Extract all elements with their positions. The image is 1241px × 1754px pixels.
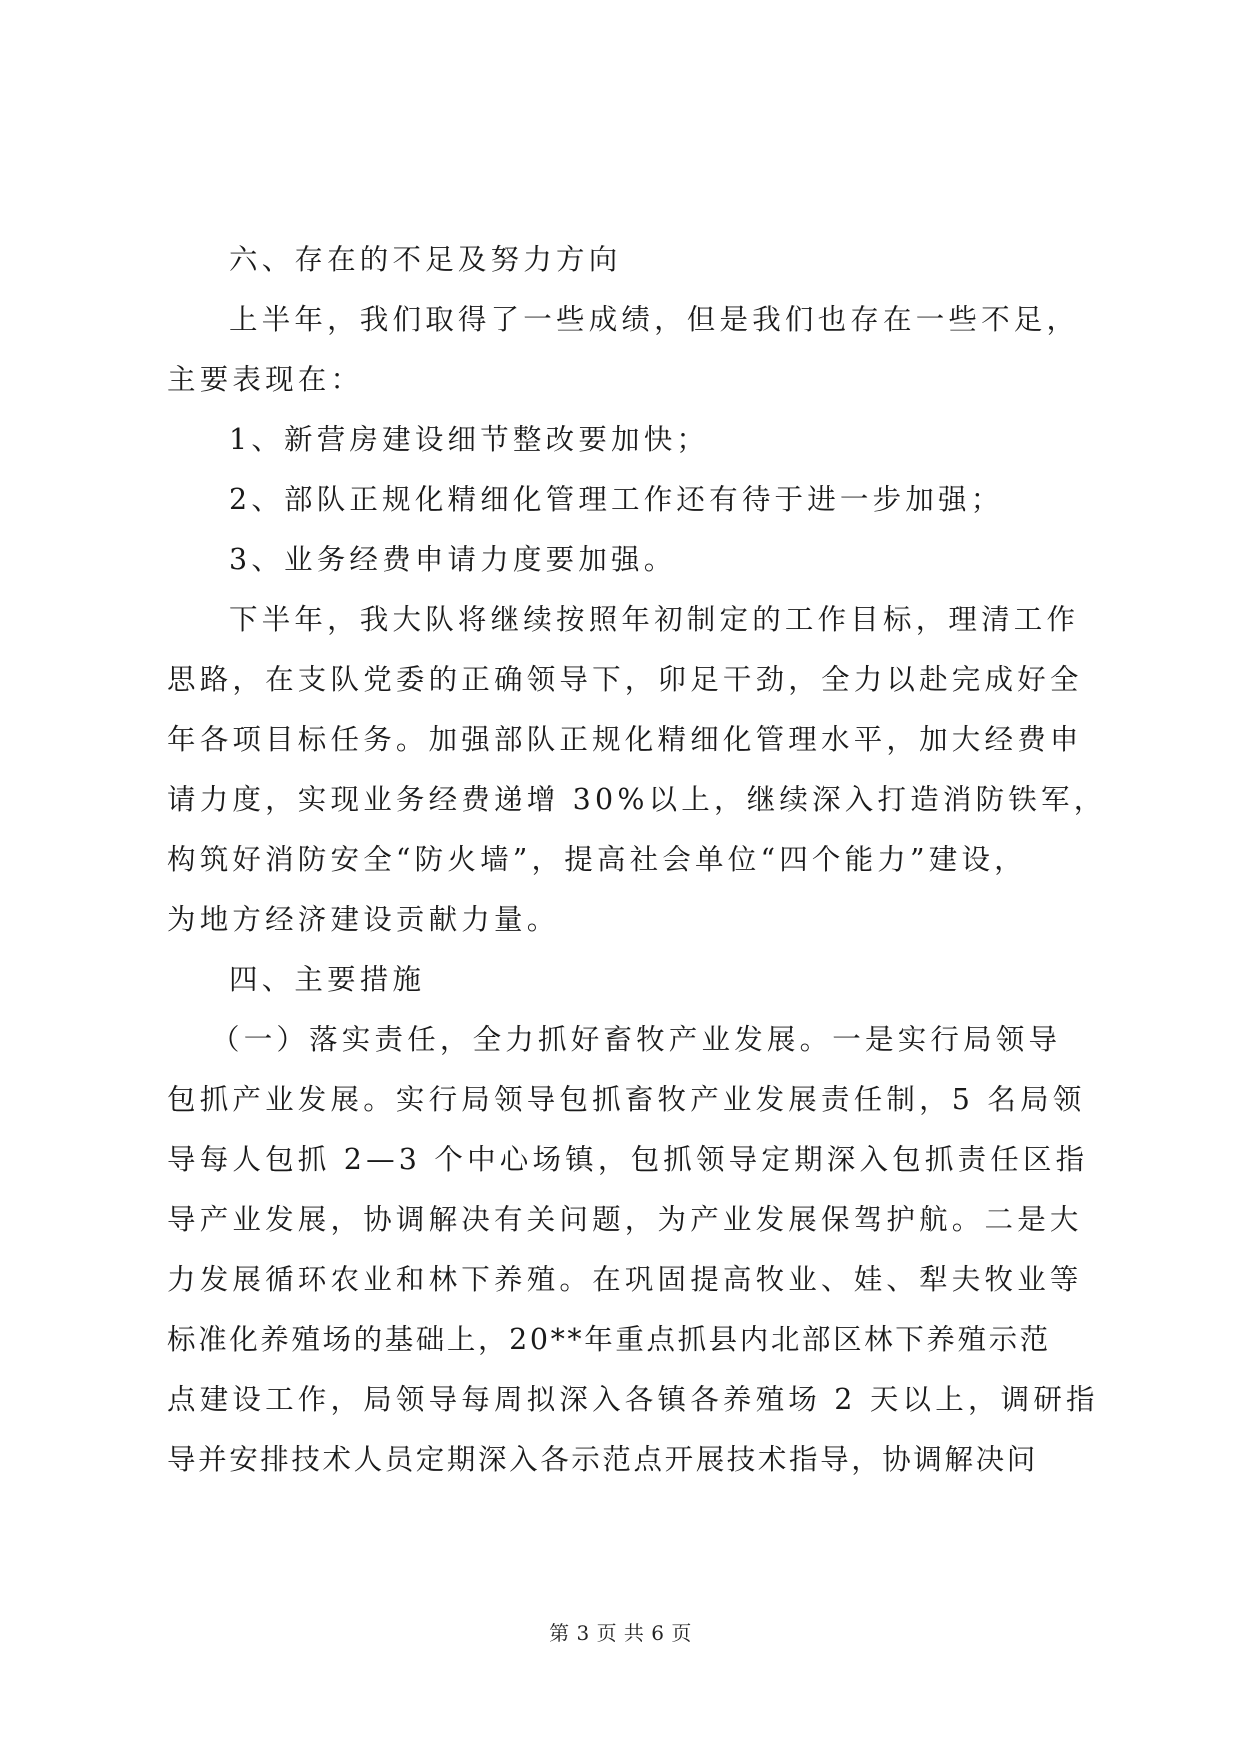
section-heading-shortcomings: 六、存在的不足及努力方向 xyxy=(229,243,622,276)
paragraph-line: 点建设工作，局领导每周拟深入各镇各养殖场 2 天以上，调研指 xyxy=(167,1383,1099,1416)
paragraph-line: 导每人包抓 2—3 个中心场镇，包抓领导定期深入包抓责任区指 xyxy=(167,1143,1089,1176)
section-heading-measures: 四、主要措施 xyxy=(229,963,426,996)
paragraph-line: 主要表现在： xyxy=(167,363,364,396)
paragraph-line: 导产业发展，协调解决有关问题，为产业发展保驾护航。二是大 xyxy=(167,1203,1083,1236)
paragraph-line: 年各项目标任务。加强部队正规化精细化管理水平，加大经费申 xyxy=(167,723,1083,756)
paragraph-line: （一）落实责任，全力抓好畜牧产业发展。一是实行局领导 xyxy=(211,1023,1062,1056)
paragraph-line: 上半年，我们取得了一些成绩，但是我们也存在一些不足， xyxy=(229,303,1080,336)
paragraph-line: 构筑好消防安全“防火墙”，提高社会单位“四个能力”建设， xyxy=(167,843,1027,876)
paragraph-line: 力发展循环农业和林下养殖。在巩固提高牧业、娃、犁夫牧业等 xyxy=(167,1263,1083,1296)
paragraph-line: 包抓产业发展。实行局领导包抓畜牧产业发展责任制，5 名局领 xyxy=(167,1083,1086,1116)
page-footer: 第 3 页 共 6 页 xyxy=(549,1621,692,1645)
list-item: 1、新营房建设细节整改要加快； xyxy=(229,423,710,456)
list-item: 3、业务经费申请力度要加强。 xyxy=(229,543,677,576)
paragraph-line: 为地方经济建设贡献力量。 xyxy=(167,903,560,936)
paragraph-line: 思路，在支队党委的正确领导下，卯足干劲，全力以赴完成好全 xyxy=(167,663,1083,696)
paragraph-line: 导并安排技术人员定期深入各示范点开展技术指导，协调解决问 xyxy=(167,1443,1038,1476)
document-body xyxy=(167,230,1107,1490)
paragraph-line: 下半年，我大队将继续按照年初制定的工作目标，理清工作 xyxy=(229,603,1080,636)
list-item: 2、部队正规化精细化管理工作还有待于进一步加强； xyxy=(229,483,1004,516)
paragraph-line: 标准化养殖场的基础上，20**年重点抓县内北部区林下养殖示范 xyxy=(167,1323,1051,1356)
paragraph-line: 请力度，实现业务经费递增 30%以上，继续深入打造消防铁军， xyxy=(167,783,1107,816)
